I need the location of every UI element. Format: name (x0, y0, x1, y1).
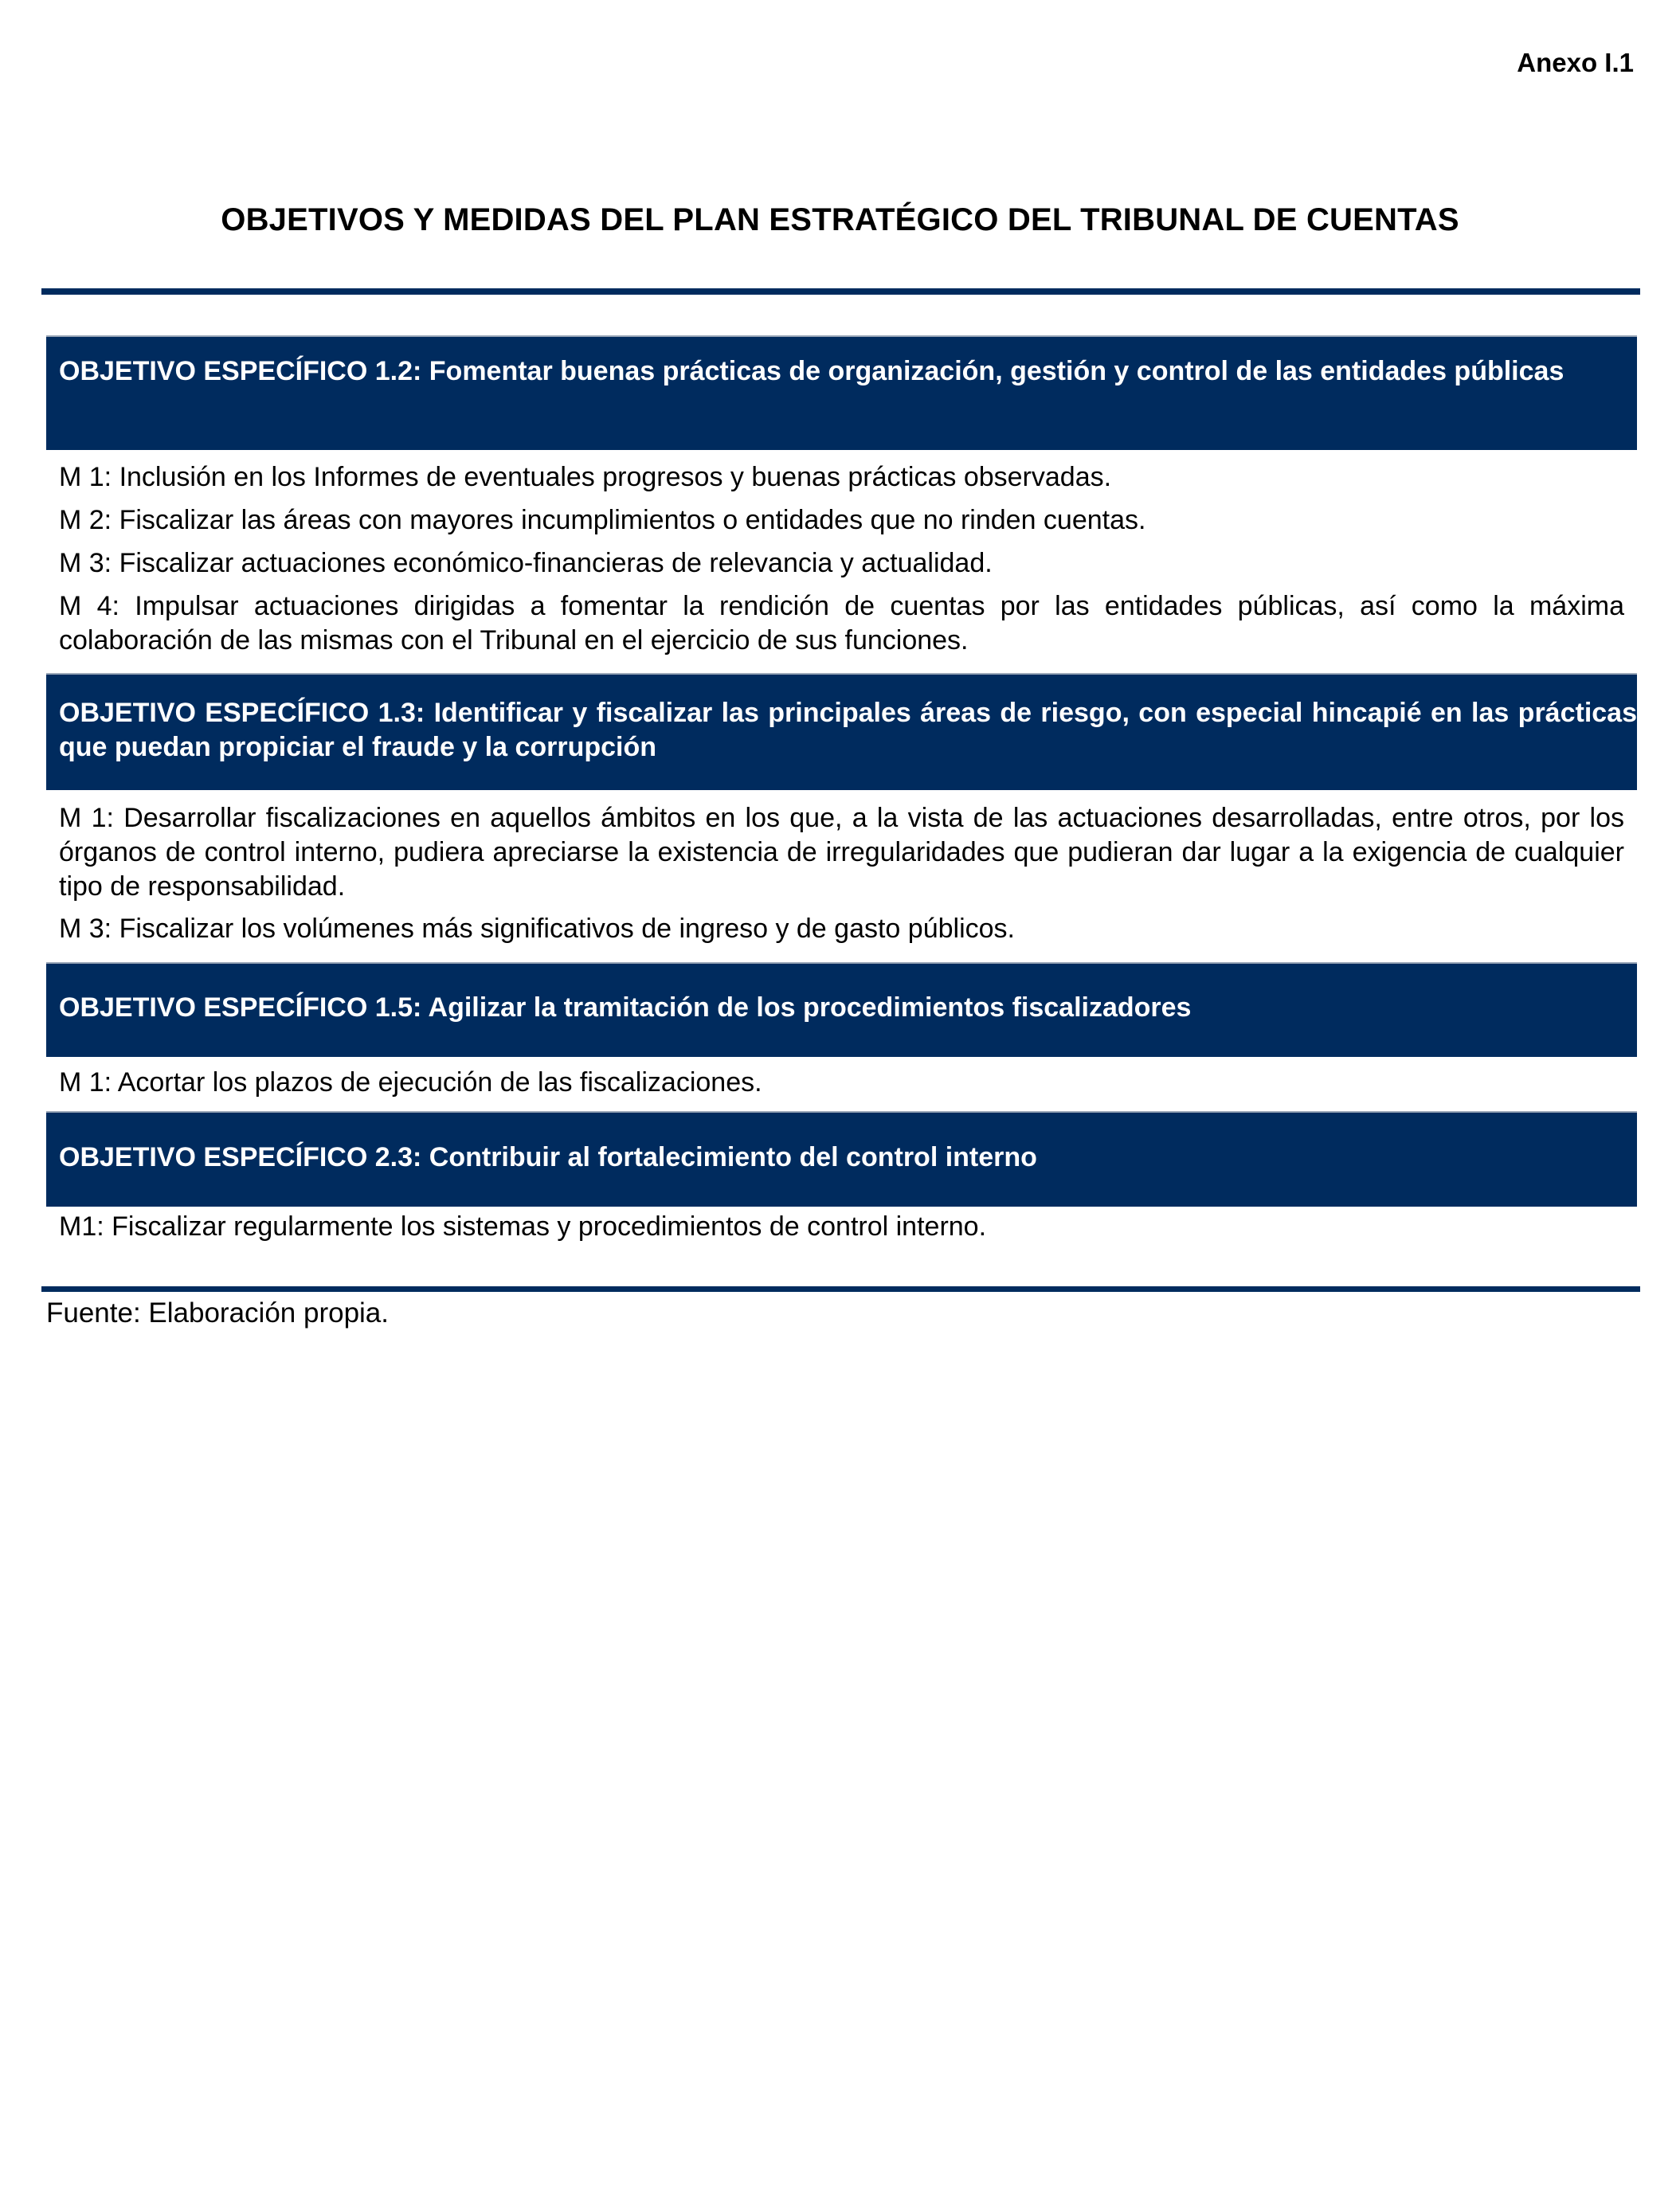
page-title: OBJETIVOS Y MEDIDAS DEL PLAN ESTRATÉGICO DEL TRIBUNAL DE CUENTAS (221, 202, 1459, 237)
measures-list-2-3 (46, 1207, 1637, 1264)
measures-list-1-3 (46, 790, 1637, 962)
measure-item: M 1: Inclusión en los Informes de eventuales progresos y buenas prácticas observadas. (59, 462, 1112, 492)
bottom-divider (41, 1286, 1640, 1292)
source-note: Fuente: Elaboración propia. (46, 1297, 389, 1329)
measures-list-1-2 (46, 450, 1637, 673)
measure-item: M 4: Impulsar actuaciones dirigidas a fomentar la rendición de cuentas por las entidades públicas, así como la máxima colaboración de las mismas con el Tribunal en el ejercicio de sus funciones. (59, 591, 1624, 655)
annex-label: Anexo I.1 (1517, 48, 1634, 77)
objective-header-1-3 (46, 673, 1637, 790)
objective-header-text: OBJETIVO ESPECÍFICO 1.5: Agilizar la tramitación de los procedimientos fiscalizadores (59, 992, 1192, 1023)
measure-item: M 3: Fiscalizar actuaciones económico-financieras de relevancia y actualidad. (59, 548, 993, 578)
objective-header-1-5 (46, 962, 1637, 1057)
objective-header-text: OBJETIVO ESPECÍFICO 2.3: Contribuir al fortalecimiento del control interno (59, 1142, 1037, 1172)
objective-header-text: OBJETIVO ESPECÍFICO 1.2: Fomentar buenas prácticas de organización, gestión y control de las entidades públicas (59, 356, 1564, 386)
objective-header-2-3 (46, 1111, 1637, 1207)
measure-item: M 1: Acortar los plazos de ejecución de las fiscalizaciones. (59, 1067, 762, 1098)
objective-header-text: OBJETIVO ESPECÍFICO 1.3: Identificar y fiscalizar las principales áreas de riesgo, con especial hincapié en las prácticas que puedan propiciar el fraude y la corrupción (59, 698, 1637, 762)
measure-item: M 2: Fiscalizar las áreas con mayores incumplimientos o entidades que no rinden cuentas. (59, 505, 1146, 535)
top-divider (41, 288, 1640, 295)
measure-item: M 3: Fiscalizar los volúmenes más significativos de ingreso y de gasto públicos. (59, 914, 1015, 944)
measure-item: M 1: Desarrollar fiscalizaciones en aquellos ámbitos en los que, a la vista de las actuaciones desarrolladas, entre otros, por los órganos de control interno, pudiera apreciarse la existencia de irregularidades que pudieran dar lugar a la exigencia de cualquier tipo de responsabilidad. (59, 803, 1624, 902)
measure-item: M1: Fiscalizar regularmente los sistemas y procedimientos de control interno. (59, 1211, 987, 1242)
objectives-table (46, 335, 1637, 1264)
objective-header-1-2 (46, 335, 1637, 450)
measures-list-1-5 (46, 1057, 1637, 1111)
